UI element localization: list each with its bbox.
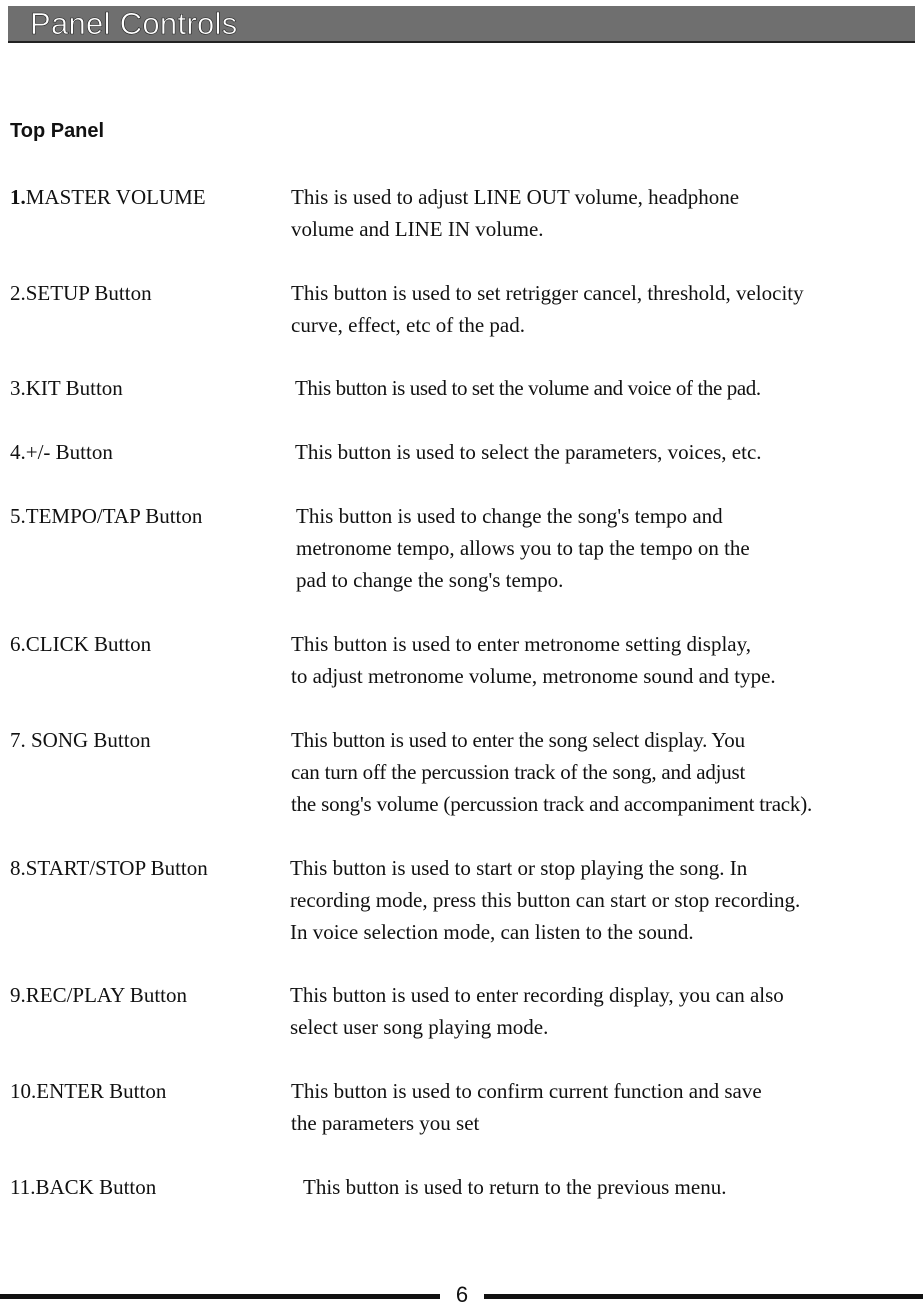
control-name <box>10 1075 166 1107</box>
description-line: This is used to adjust LINE OUT volume, headphone <box>291 185 740 209</box>
control-number: 2. <box>10 281 26 305</box>
control-name <box>10 277 152 309</box>
control-label: MASTER VOLUME <box>25 185 206 209</box>
control-description <box>295 372 761 404</box>
control-description <box>303 1171 726 1203</box>
control-number: 11. <box>10 1175 36 1199</box>
description-line: to adjust metronome volume, metronome sound and type. <box>291 664 776 688</box>
description-line: This button is used to enter metronome setting display, <box>291 632 751 656</box>
description-line: This button is used to enter the song select display. You <box>291 728 745 752</box>
control-name <box>10 724 151 756</box>
description-line: volume and LINE IN volume. <box>291 217 544 241</box>
control-number: 8. <box>10 856 26 880</box>
control-name <box>10 852 208 884</box>
control-label: CLICK Button <box>25 632 152 656</box>
description-line: This button is used to change the song's tempo and <box>296 504 723 528</box>
control-name <box>10 1171 156 1203</box>
description-line: metronome tempo, allows you to tap the tempo on the <box>296 536 750 560</box>
control-name <box>10 500 202 532</box>
control-name <box>10 979 187 1011</box>
footer-rule-left <box>0 1294 440 1299</box>
control-name <box>10 181 206 213</box>
control-label: SETUP Button <box>25 281 152 305</box>
control-name <box>10 436 113 468</box>
control-label: START/STOP Button <box>25 856 208 880</box>
control-label: ENTER Button <box>36 1079 167 1103</box>
description-line: This button is used to select the parameters, voices, etc. <box>295 440 762 464</box>
description-line: This button is used to set retrigger cancel, threshold, velocity <box>291 281 804 305</box>
description-line: This button is used to confirm current function and save <box>291 1079 762 1103</box>
control-number: 4. <box>10 440 26 464</box>
control-label: TEMPO/TAP Button <box>25 504 203 528</box>
control-name <box>10 372 123 404</box>
description-line: In voice selection mode, can listen to the sound. <box>290 920 694 944</box>
control-description <box>291 181 739 245</box>
control-name <box>10 628 151 660</box>
control-number: 7. <box>10 728 26 752</box>
page-number: 6 <box>455 1282 469 1307</box>
control-label: BACK Button <box>35 1175 157 1199</box>
description-line: This button is used to enter recording display, you can also <box>290 983 784 1007</box>
control-description <box>291 724 812 820</box>
control-description <box>295 436 762 468</box>
control-label: +/- Button <box>25 440 113 464</box>
control-description <box>296 500 750 596</box>
footer-rule-right <box>484 1294 923 1299</box>
page-title: Panel Controls <box>30 6 238 41</box>
control-number: 5. <box>10 504 26 528</box>
control-description <box>291 628 776 692</box>
header-bar <box>8 6 915 43</box>
control-number: 1. <box>10 185 26 209</box>
section-title: Top Panel <box>10 120 105 142</box>
control-number: 10. <box>10 1079 37 1103</box>
description-line: This button is used to start or stop playing the song. In <box>290 856 748 880</box>
description-line: This button is used to set the volume and voice of the pad. <box>295 376 761 400</box>
description-line: can turn off the percussion track of the song, and adjust <box>291 760 746 784</box>
description-line: select user song playing mode. <box>290 1015 549 1039</box>
description-line: pad to change the song's tempo. <box>296 568 564 592</box>
control-description <box>290 852 800 948</box>
description-line: recording mode, press this button can start or stop recording. <box>290 888 801 912</box>
control-label: REC/PLAY Button <box>25 983 187 1007</box>
control-description <box>290 979 784 1043</box>
control-number: 9. <box>10 983 26 1007</box>
control-number: 6. <box>10 632 26 656</box>
control-label: SONG Button <box>25 728 151 752</box>
description-line: This button is used to return to the previous menu. <box>303 1175 727 1199</box>
description-line: the song's volume (percussion track and accompaniment track). <box>291 792 813 816</box>
control-description <box>291 277 804 341</box>
control-description <box>291 1075 762 1139</box>
description-line: the parameters you set <box>291 1111 480 1135</box>
control-label: KIT Button <box>25 376 123 400</box>
description-line: curve, effect, etc of the pad. <box>291 313 525 337</box>
control-number: 3. <box>10 376 26 400</box>
